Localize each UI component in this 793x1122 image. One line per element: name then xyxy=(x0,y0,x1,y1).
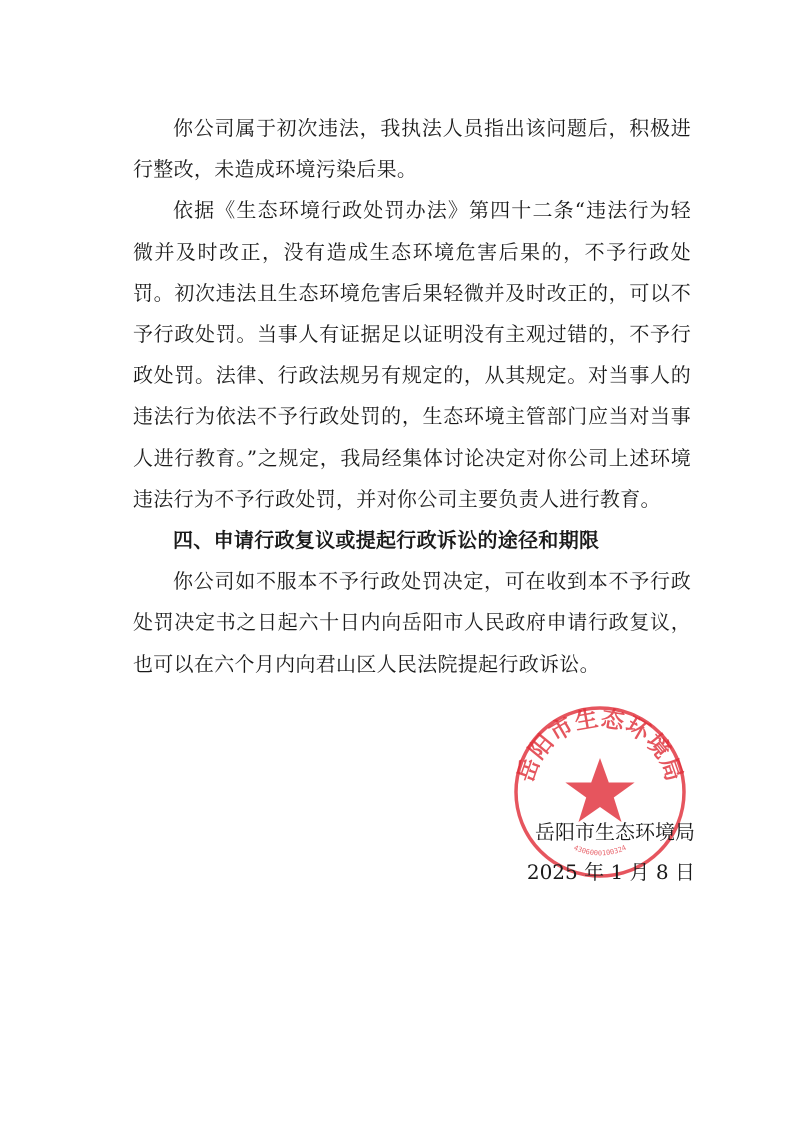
section-heading-appeal: 四、申请行政复议或提起行政诉讼的途径和期限 xyxy=(173,528,600,553)
paragraph-legal-basis: 依据《生态环境行政处罚办法》第四十二条“违法行为轻微并及时改正，没有造成生态环境危害后果的，不予行政处罚。初次违法且生态环境危害后果轻微并及时改正的，可以不予行政处罚。当事人有证据足以证明没有主观过错的，不予行政处罚。法律、行政法规另有规定的，从其规定。对当事人的违法行为依法不予行政处罚的，生态环境主管部门应当对当事人进行教育。”之规定，我局经集体讨论决定对你公司上述环境违法行为不予行政处罚，并对你公司主要负责人进行教育。 xyxy=(133,198,691,511)
signature-block xyxy=(505,812,695,892)
seal-code: 4306000100324 xyxy=(572,843,628,858)
seal-text: 岳阳市生态环境局 xyxy=(512,705,688,786)
paragraph-first-offense: 你公司属于初次违法，我执法人员指出该问题后，积极进行整改，未造成环境污染后果。 xyxy=(133,116,691,182)
issuing-organization: 岳阳市生态环境局 xyxy=(535,820,695,844)
body-text xyxy=(133,108,691,685)
issue-date: 2025 年 1 月 8 日 xyxy=(526,860,695,884)
paragraph-appeal-rights: 你公司如不服本不予行政处罚决定，可在收到本不予行政处罚决定书之日起六十日内向岳阳市人民政府申请行政复议，也可以在六个月内向君山区人民法院提起行政诉讼。 xyxy=(133,569,691,676)
